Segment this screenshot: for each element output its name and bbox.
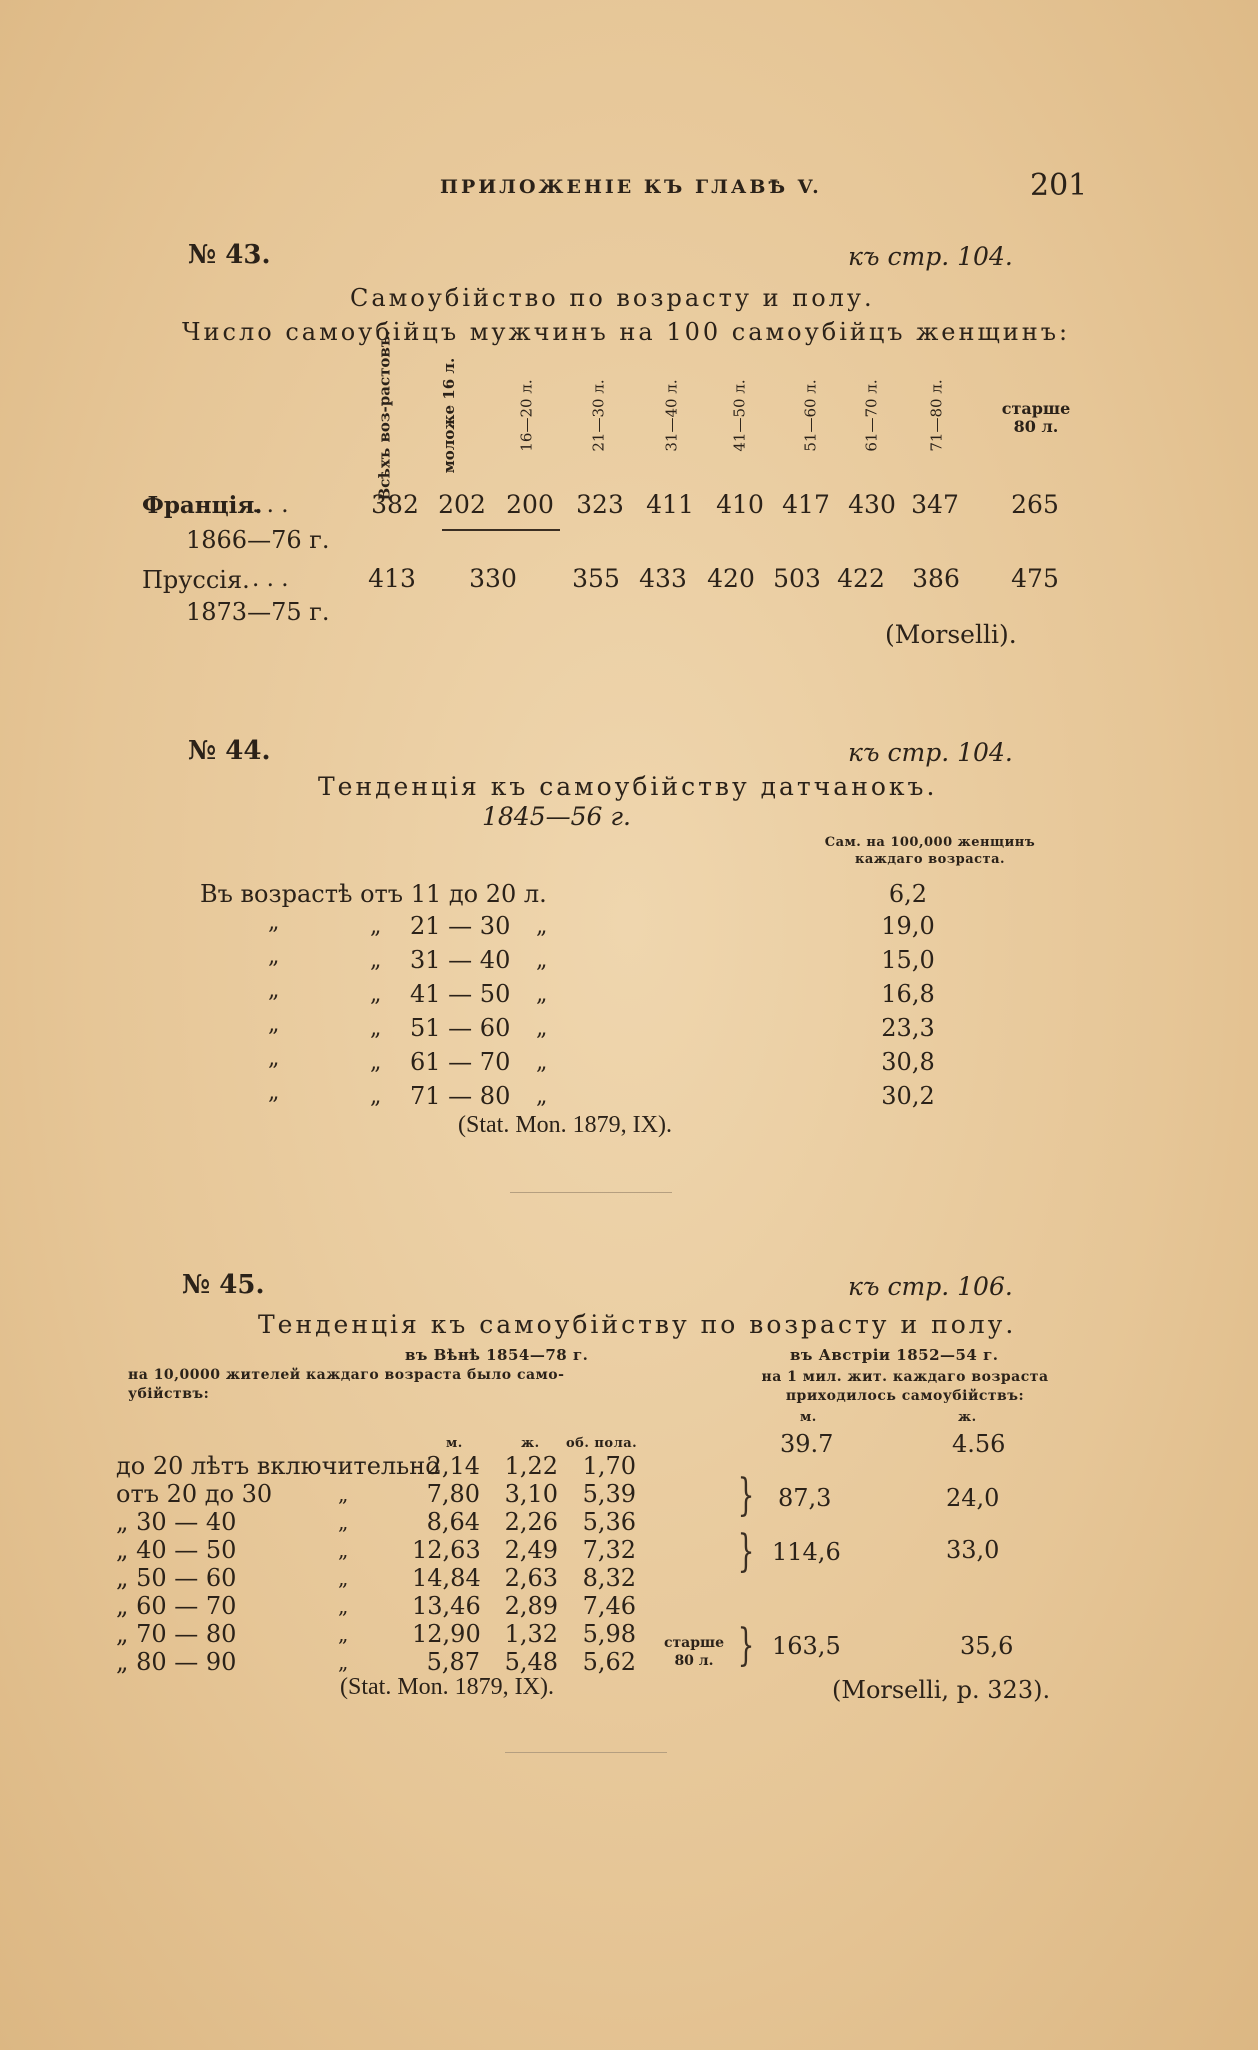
- age-row-label: „ 50 — 60: [116, 1564, 237, 1592]
- row-prussia-dots: . . .: [252, 566, 289, 592]
- section-45-number: № 45.: [182, 1270, 265, 1300]
- section-44-period: 1845—56 г.: [482, 802, 631, 831]
- ditto-mark: „: [370, 1084, 382, 1109]
- ditto-mark: „: [536, 948, 548, 973]
- section-44-title: Тенденція къ самоубійству датчанокъ.: [318, 772, 938, 801]
- vienna-f: 1,32: [504, 1620, 558, 1648]
- running-title: ПРИЛОЖЕНІЕ КЪ ГЛАВѢ V.: [440, 176, 822, 198]
- austria-col-m: м.: [800, 1410, 817, 1425]
- prussia-value: 386: [912, 564, 960, 593]
- prussia-value: 413: [368, 564, 416, 593]
- age-row-label: „ 30 — 40: [116, 1508, 237, 1536]
- vienna-m: 13,46: [412, 1592, 481, 1620]
- age-range: 41 — 50: [410, 980, 511, 1008]
- vienna-m: 2,14: [426, 1452, 480, 1480]
- section-43-source: (Morselli).: [885, 620, 1017, 649]
- prussia-value: 475: [1011, 564, 1059, 593]
- vienna-col-m: м.: [446, 1436, 463, 1451]
- ditto-mark: „: [268, 1080, 280, 1105]
- austria-f: 33,0: [946, 1536, 1000, 1564]
- vienna-both: 5,36: [582, 1508, 636, 1536]
- vienna-m: 7,80: [426, 1480, 480, 1508]
- row-prussia-years: 1873—75 г.: [186, 598, 330, 626]
- ditto-mark: „: [536, 1050, 548, 1075]
- age-row-label: „ 60 — 70: [116, 1592, 237, 1620]
- austria-f: 4.56: [952, 1430, 1006, 1458]
- vienna-col-f: ж.: [521, 1436, 540, 1451]
- section-44-first-value: 6,2: [888, 880, 928, 908]
- france-value: 200: [506, 490, 554, 519]
- age-row-label: отъ 20 до 30: [116, 1480, 273, 1508]
- age-row-label: „ 40 — 50: [116, 1536, 237, 1564]
- section-43-subtitle: Число самоубійцъ мужчинъ на 100 самоубійцъ женщинъ:: [182, 318, 1071, 346]
- ditto-mark: „: [536, 914, 548, 939]
- vienna-both: 5,98: [582, 1620, 636, 1648]
- section-45-title: Тенденція къ самоубійству по возрасту и полу.: [258, 1310, 1017, 1339]
- france-value: 202: [438, 490, 486, 519]
- ditto-mark: „: [536, 982, 548, 1007]
- austria-m: 87,3: [778, 1484, 832, 1512]
- vienna-m: 8,64: [426, 1508, 480, 1536]
- austria-m: 114,6: [772, 1538, 841, 1566]
- vienna-both: 7,46: [582, 1592, 636, 1620]
- age-value: 30,2: [881, 1082, 935, 1110]
- ditto-mark: „: [370, 1050, 382, 1075]
- age-value: 16,8: [881, 980, 935, 1008]
- vienna-f: 3,10: [504, 1480, 558, 1508]
- age-value: 15,0: [881, 946, 935, 974]
- bracket-rule: [442, 529, 560, 531]
- col-header-under-16: моложе 16 л.: [440, 357, 459, 473]
- ditto-mark: „: [268, 910, 280, 935]
- older-label: старше 80 л.: [663, 1635, 724, 1669]
- austria-f: 35,6: [960, 1632, 1014, 1660]
- section-43-ref: къ стр. 104.: [848, 242, 1013, 271]
- col-header-41-50: 41—50 л.: [730, 378, 749, 452]
- ditto-mark: „: [338, 1538, 349, 1562]
- age-value: 30,8: [881, 1048, 935, 1076]
- col-header-51-60: 51—60 л.: [801, 378, 820, 452]
- vienna-both: 1,70: [582, 1452, 636, 1480]
- vienna-both: 5,39: [582, 1480, 636, 1508]
- vienna-both: 8,32: [582, 1564, 636, 1592]
- col-header-31-40: 31—40 л.: [662, 378, 681, 452]
- prussia-value: 422: [837, 564, 885, 593]
- age-range: 21 — 30: [410, 912, 511, 940]
- age-value: 23,3: [881, 1014, 935, 1042]
- col-header-all-ages: Всѣхъ воз-растовъ.: [375, 329, 394, 501]
- brace: }: [737, 1470, 755, 1521]
- ditto-mark: „: [338, 1622, 349, 1646]
- ditto-mark: „: [370, 982, 382, 1007]
- age-range: 31 — 40: [410, 946, 511, 974]
- austria-col-f: ж.: [958, 1410, 977, 1425]
- ditto-mark: „: [536, 1084, 548, 1109]
- section-44-ref: къ стр. 104.: [848, 738, 1013, 767]
- ditto-mark: „: [370, 1016, 382, 1041]
- vienna-f: 2,49: [504, 1536, 558, 1564]
- prussia-value: 420: [707, 564, 755, 593]
- france-value: 417: [782, 490, 830, 519]
- ditto-mark: „: [268, 944, 280, 969]
- age-range: 51 — 60: [410, 1014, 511, 1042]
- row-prussia-country: Пруссія.: [142, 566, 250, 594]
- prussia-value: 330: [469, 564, 517, 593]
- france-value: 347: [911, 490, 959, 519]
- section-45-ref: къ стр. 106.: [848, 1272, 1013, 1301]
- brace: }: [737, 1526, 755, 1577]
- prussia-value: 355: [572, 564, 620, 593]
- section-44-source: (Stat. Mon. 1879, IX).: [458, 1112, 672, 1138]
- col-header-71-80: 71—80 л.: [927, 378, 946, 452]
- age-range: 71 — 80: [410, 1082, 511, 1110]
- vienna-f: 1,22: [504, 1452, 558, 1480]
- vienna-m: 5,87: [426, 1648, 480, 1676]
- section-43-number: № 43.: [188, 240, 271, 270]
- france-value: 411: [646, 490, 694, 519]
- vienna-m: 14,84: [412, 1564, 481, 1592]
- vienna-m: 12,90: [412, 1620, 481, 1648]
- prussia-value: 433: [639, 564, 687, 593]
- austria-subheader: на 1 мил. жит. каждаго возраста приходилось самоубійствъ:: [761, 1369, 1049, 1404]
- col-header-21-30: 21—30 л.: [589, 378, 608, 452]
- row-france-years: 1866—76 г.: [186, 526, 330, 554]
- ditto-mark: „: [370, 914, 382, 939]
- vienna-f: 2,26: [504, 1508, 558, 1536]
- austria-header: въ Австріи 1852—54 г.: [790, 1346, 999, 1364]
- section-divider: [505, 1752, 667, 1753]
- brace: }: [737, 1620, 755, 1671]
- ditto-mark: „: [268, 978, 280, 1003]
- section-45-source-left: (Stat. Mon. 1879, IX).: [340, 1674, 554, 1700]
- ditto-mark: „: [268, 1012, 280, 1037]
- section-44-number: № 44.: [188, 736, 271, 766]
- age-row-label: до 20 лѣтъ включительно: [116, 1452, 440, 1480]
- ditto-mark: „: [338, 1594, 349, 1618]
- row-france-country: Франція.: [142, 492, 263, 519]
- vienna-m: 12,63: [412, 1536, 481, 1564]
- section-44-first-label: Въ возрастѣ отъ 11 до 20 л.: [200, 880, 547, 908]
- vienna-col-both: об. пола.: [566, 1436, 638, 1451]
- vienna-f: 2,63: [504, 1564, 558, 1592]
- ditto-mark: „: [338, 1510, 349, 1534]
- france-value: 410: [716, 490, 764, 519]
- section-44-col-header: Сам. на 100,000 женщинъ каждаго возраста.: [824, 835, 1036, 867]
- france-value: 265: [1011, 490, 1059, 519]
- col-header-61-70: 61—70 л.: [862, 378, 881, 452]
- austria-m: 39.7: [780, 1430, 834, 1458]
- austria-m: 163,5: [772, 1632, 841, 1660]
- age-row-label: „ 80 — 90: [116, 1648, 237, 1676]
- ditto-mark: „: [338, 1482, 349, 1506]
- ditto-mark: „: [370, 948, 382, 973]
- row-france-dots: . . .: [252, 492, 289, 518]
- france-value: 323: [576, 490, 624, 519]
- age-row-label: „ 70 — 80: [116, 1620, 237, 1648]
- age-range: 61 — 70: [410, 1048, 511, 1076]
- ditto-mark: „: [268, 1046, 280, 1071]
- vienna-subheader: на 10,0000 жителей каждаго возраста было само-убійствъ:: [128, 1367, 565, 1402]
- section-43-title: Самоубійство по возрасту и полу.: [350, 284, 875, 312]
- vienna-f: 5,48: [504, 1648, 558, 1676]
- vienna-both: 5,62: [582, 1648, 636, 1676]
- section-45-source-right: (Morselli, p. 323).: [832, 1676, 1051, 1704]
- france-value: 382: [371, 490, 419, 519]
- vienna-both: 7,32: [582, 1536, 636, 1564]
- section-divider: [510, 1192, 672, 1193]
- ditto-mark: „: [536, 1016, 548, 1041]
- col-header-over-80: старше 80 л.: [1001, 399, 1071, 436]
- austria-f: 24,0: [946, 1484, 1000, 1512]
- age-value: 19,0: [881, 912, 935, 940]
- ditto-mark: „: [338, 1566, 349, 1590]
- col-header-16-20: 16—20 л.: [517, 378, 536, 452]
- page-number: 201: [1030, 168, 1088, 203]
- ditto-mark: „: [338, 1650, 349, 1674]
- france-value: 430: [848, 490, 896, 519]
- vienna-header: въ Вѣнѣ 1854—78 г.: [405, 1346, 589, 1364]
- vienna-f: 2,89: [504, 1592, 558, 1620]
- prussia-value: 503: [773, 564, 821, 593]
